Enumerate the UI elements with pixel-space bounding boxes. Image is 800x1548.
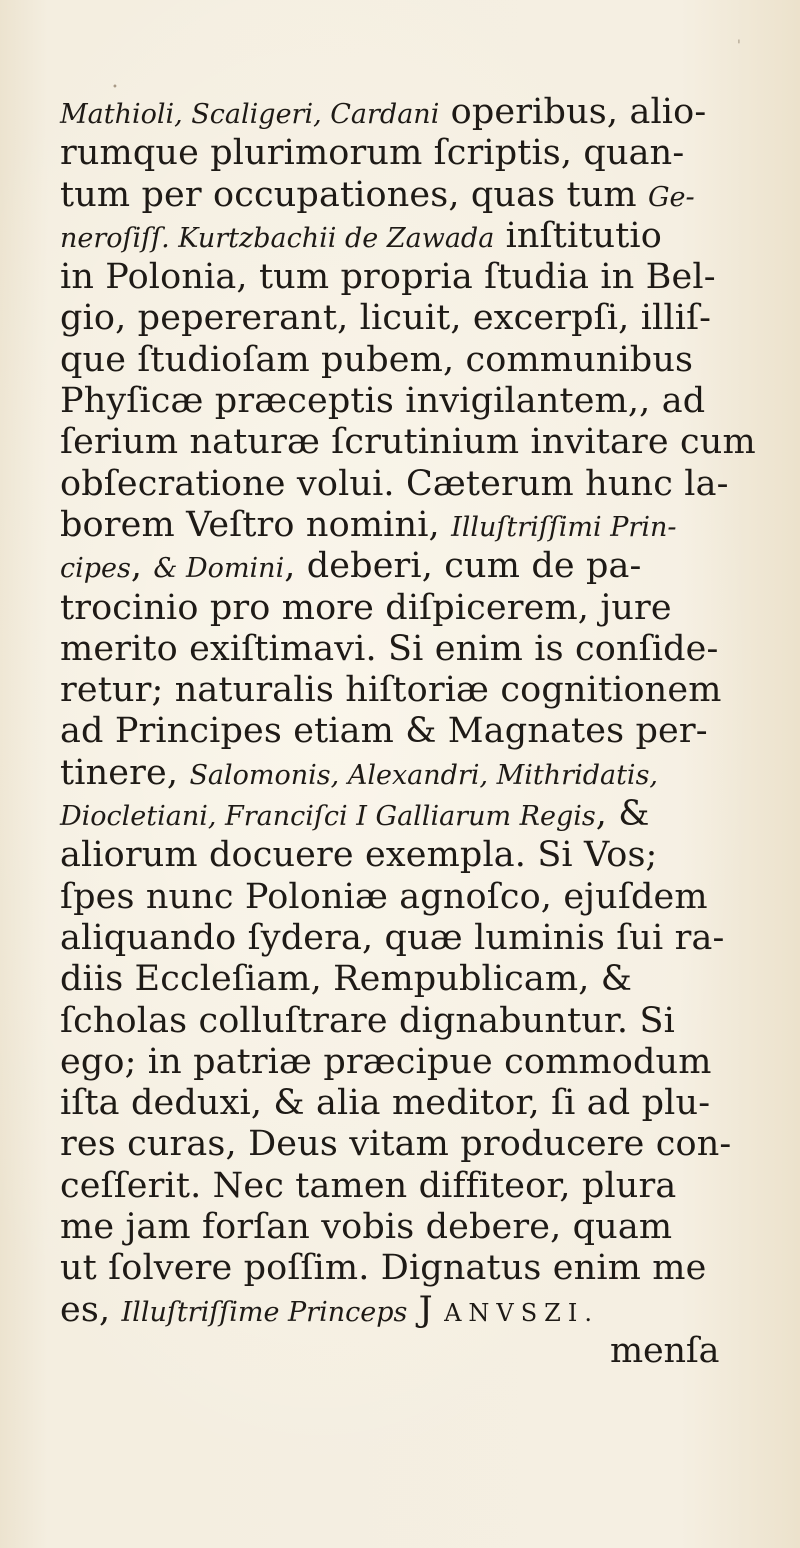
- roman-run: Phyſicæ præceptis invigilantem,, ad: [60, 381, 706, 422]
- roman-run: tinere,: [60, 752, 190, 793]
- text-line: [60, 1207, 770, 1248]
- roman-run: borem Veſtro nomini,: [60, 504, 452, 545]
- text-line: [60, 588, 770, 629]
- italic-run: Mathioli, Scaligeri, Cardani: [60, 99, 440, 130]
- italic-run: Diocletiani, Franciſci I Galliarum Regis: [60, 801, 596, 833]
- text-line: [60, 1166, 770, 1207]
- roman-run: obſecratione volui. Cæterum hunc la-: [60, 463, 729, 504]
- roman-run: ego; in patriæ præcipue commodum: [60, 1041, 712, 1082]
- roman-run: que ſtudioſam pubem, communibus: [60, 339, 694, 380]
- text-line: [60, 753, 770, 794]
- roman-run: trocinio pro more diſpicerem, jure: [60, 587, 672, 628]
- text-line: [60, 298, 770, 339]
- text-line: [60, 546, 770, 587]
- roman-run: ſerium naturæ ſcrutinium invitare cum: [60, 422, 756, 463]
- roman-run: res curas, Deus vitam producere con-: [60, 1124, 732, 1165]
- roman-run: rumque plurimorum ſcriptis, quan-: [60, 133, 685, 174]
- text-line: [60, 1001, 770, 1042]
- roman-run: gio, pepererant, licuit, excerpſi, illiſ-: [60, 298, 712, 339]
- roman-run: aliorum docuere exempla. Si Vos;: [60, 835, 658, 876]
- stray-ink-mark: ': [737, 38, 741, 54]
- text-line: [60, 340, 770, 381]
- text-line: [60, 1290, 770, 1331]
- roman-run: ceſſerit. Nec tamen diffiteor, plura: [60, 1165, 677, 1206]
- italic-run: Salomonis, Alexandri, Mithridatis,: [189, 759, 659, 791]
- italic-run: neroſiſſ. Kurtzbachii de Zawada: [60, 222, 495, 254]
- italic-run: & Domini: [153, 553, 285, 585]
- roman-run: ANVSZI.: [444, 1298, 599, 1327]
- text-line: [60, 711, 770, 752]
- text-line: [60, 505, 770, 546]
- roman-run: J: [407, 1289, 445, 1330]
- roman-run: , &: [595, 794, 650, 835]
- italic-run: Illuſtriſſime Princeps: [121, 1296, 408, 1328]
- text-line: [60, 381, 770, 422]
- text-line: [60, 1083, 770, 1124]
- roman-run: , deberi, cum de pa-: [284, 546, 642, 587]
- text-line: [60, 835, 770, 876]
- text-line: [60, 464, 770, 505]
- text-line: [60, 1124, 770, 1165]
- text-line: [60, 794, 770, 835]
- roman-run: in Polonia, tum propria ſtudia in Bel-: [60, 257, 716, 298]
- page-body-text: [60, 92, 770, 1372]
- italic-run: Ge-: [647, 181, 695, 213]
- roman-run: es,: [60, 1289, 122, 1330]
- roman-run: ſcholas colluſtrare dignabuntur. Si: [60, 1000, 675, 1041]
- roman-run: ſpes nunc Poloniæ agnoſco, ejuſdem: [60, 876, 708, 917]
- text-line: [60, 918, 770, 959]
- text-line: [60, 670, 770, 711]
- roman-run: ,: [130, 546, 154, 587]
- italic-run: cipes: [60, 553, 131, 585]
- text-line: [60, 422, 770, 463]
- text-line: [60, 1248, 770, 1289]
- roman-run: diis Eccleſiam, Rempublicam, &: [60, 959, 633, 1000]
- roman-run: inſtitutio: [494, 215, 662, 256]
- text-line: [60, 959, 770, 1000]
- text-line: [60, 257, 770, 298]
- catchword: menſa: [610, 1330, 720, 1371]
- text-line: [60, 133, 770, 174]
- roman-run: aliquando ſydera, quæ luminis ſui ra-: [60, 917, 725, 958]
- italic-run: Illuſtriſſimi Prin-: [451, 511, 677, 543]
- roman-run: retur; naturalis hiſtoriæ cognitionem: [60, 670, 722, 711]
- roman-run: ut ſolvere poſſim. Dignatus enim me: [60, 1248, 707, 1289]
- roman-run: merito exiſtimavi. Si enim is conſide-: [60, 628, 719, 669]
- text-line: [60, 175, 770, 216]
- roman-run: me jam forſan vobis debere, quam: [60, 1207, 673, 1248]
- text-line: [60, 92, 770, 133]
- roman-run: operibus, alio-: [439, 92, 707, 132]
- roman-run: iſta deduxi, & alia meditor, ſi ad plu-: [60, 1083, 711, 1124]
- text-line: [60, 629, 770, 670]
- text-line: [60, 216, 770, 257]
- text-line: [60, 1042, 770, 1083]
- stray-ink-dot: •: [112, 82, 118, 93]
- roman-run: ad Principes etiam & Magnates per-: [60, 711, 708, 752]
- text-line: [60, 877, 770, 918]
- roman-run: tum per occupationes, quas tum: [60, 174, 648, 215]
